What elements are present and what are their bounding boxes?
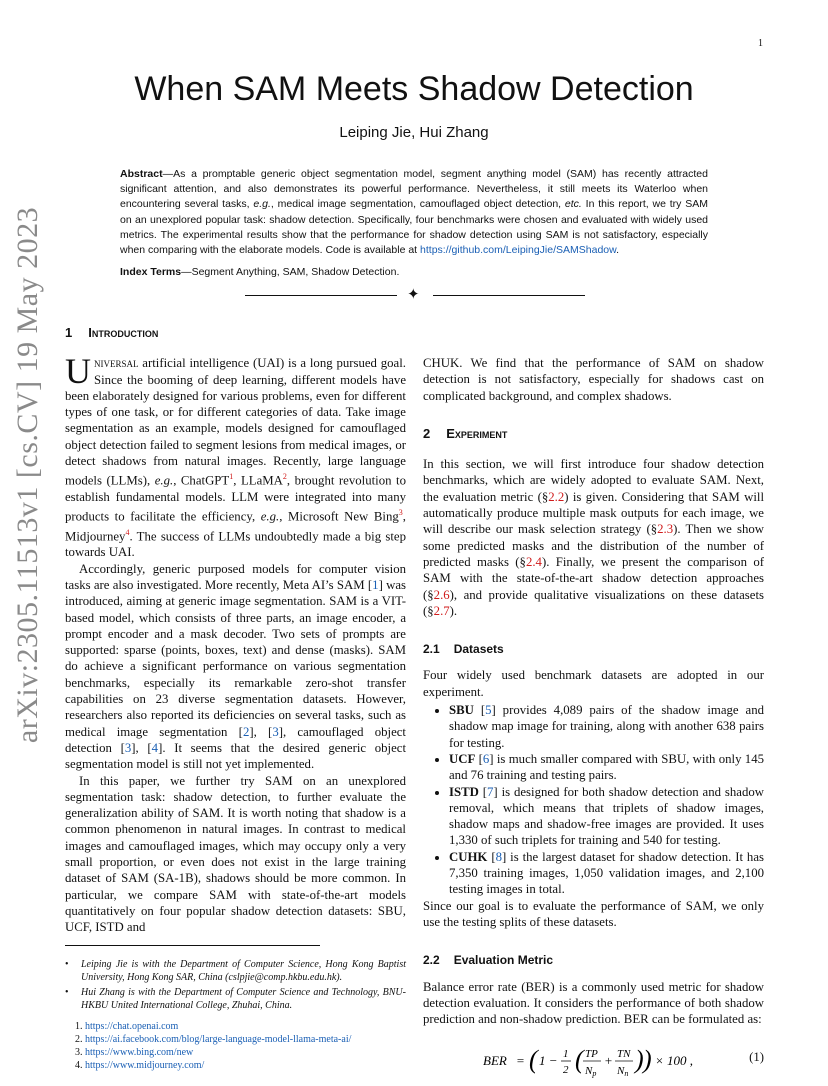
- abstract-text: In this report, we try SAM on an unexplored popular task: shadow detection. Specifically, four benchmarks were chosen and evaluated with widely used metrics. The experimental results show that the performance for shadow detection using SAM is not satisfactory, especially when comparing with the elaborate models. Code is available at: [120, 198, 708, 257]
- citation-link[interactable]: 6: [482, 751, 490, 766]
- svg-text:Np: Np: [585, 1065, 597, 1079]
- section-link[interactable]: 2.7: [433, 603, 450, 618]
- abstract-text: , medical image segmentation, camouflaged object detection,: [270, 198, 565, 211]
- body-text: , brought revolution to establish fundamental models. LLM were integrated into many products to facilitate the efficiency,: [65, 473, 406, 524]
- citation-link[interactable]: 7: [487, 784, 494, 799]
- url-footnote: [85, 1020, 406, 1033]
- bullet: •: [65, 959, 69, 971]
- equation-body: [483, 1043, 713, 1085]
- author-note: [65, 958, 406, 984]
- dataset-desc: is much smaller compared with SBU, with only 145 and 76 training and testing pairs.: [449, 751, 764, 783]
- dataset-desc: provides 4,089 pairs of the shadow image and shadow map image for training, along with another 638 pairs for testing.: [449, 703, 764, 750]
- url-footnotes: [65, 1020, 406, 1072]
- section-divider: [245, 288, 585, 302]
- svg-text:Nn: Nn: [617, 1065, 629, 1079]
- body-text: , LLaMA: [233, 473, 283, 488]
- divider-line-right: [433, 295, 585, 296]
- drop-cap: U: [65, 351, 91, 392]
- citation-link[interactable]: 1: [372, 577, 379, 592]
- divider-diamond-icon: ✦: [407, 287, 420, 303]
- svg-text:TN: TN: [617, 1048, 631, 1061]
- body-text: , Midjourney: [65, 509, 406, 544]
- body-text: ], camouflaged object detection [: [65, 724, 406, 755]
- dataset-name: ISTD: [449, 784, 479, 799]
- subsection-heading-datasets: [423, 641, 764, 657]
- body-text: , Microsoft New Bing: [279, 509, 399, 524]
- svg-text:): ): [643, 1045, 652, 1075]
- author-note: [65, 986, 406, 1012]
- citation-link[interactable]: 3: [272, 724, 279, 739]
- citation-link[interactable]: 3: [124, 740, 132, 755]
- body-text: artificial intelligence (UAI) is a long pursued goal. Since the booming of deep learning, different models have been elaborately designed for various problems, even for different types of one task, or for different categories of data. Take image segmentation as an example, models designed for camouflaged object detection failed to segment lesions from medical images, or detect shadows from natural images. Recently, large language models (LLMs),: [65, 356, 406, 488]
- svg-text:+: +: [604, 1053, 613, 1069]
- author-note-text: Hui Zhang is with the Department of Computer Science and Technology, BNU-HKBU United International College, Zhuhai, China.: [81, 987, 406, 1012]
- bullet: •: [65, 987, 69, 999]
- footnote-mark[interactable]: 3: [398, 508, 403, 518]
- body-text: ] was introduced, aiming at generic image segmentation. SAM is a VIT-based model, which consists of three parts, an image encoder, a prompt encoder and a mask decoder. Two sets of prompts are supported: sparse (points, boxes, text) and dense (masks). SAM do achieve a significant performance on various segmentation benchmarks, especially its remarkable zero-shot transfer capabilities on 23 diverse segmentation datasets. However, researchers also reported its deficiencies on several tasks, such as medical image segmentation [: [65, 577, 406, 739]
- svg-text:2: 2: [563, 1064, 569, 1077]
- body-text: ], [: [131, 740, 152, 755]
- footnote-mark[interactable]: 4: [125, 527, 130, 537]
- subsection-number: 2.2: [423, 953, 440, 968]
- subsection-title: Datasets: [453, 642, 504, 657]
- svg-text:TP: TP: [585, 1048, 598, 1061]
- list-item-istd: • ISTD [7] is designed for both shadow detection and shadow removal, which means that triplets of shadow images, shadow maps and shadow-free images are provided. It uses 1,330 of such triplets for training and 540 for testing.: [449, 784, 764, 849]
- index-terms: [120, 266, 708, 278]
- body-text: , ChatGPT: [173, 473, 230, 488]
- section-link[interactable]: 2.2: [548, 489, 565, 504]
- citation-link[interactable]: 4: [151, 740, 159, 755]
- url-footnote: [85, 1046, 406, 1059]
- italic-eg: e.g.: [260, 509, 280, 524]
- dataset-name: UCF: [449, 751, 476, 766]
- body-text: ).: [449, 603, 458, 618]
- abstract: [120, 167, 708, 258]
- citation-link[interactable]: 2: [242, 724, 250, 739]
- paper-authors: Leiping Jie, Hui Zhang: [339, 124, 489, 141]
- body-text: Accordingly, generic purposed models for computer vision tasks are also investigated. More recently, Meta AI’s SAM [: [65, 561, 406, 592]
- index-terms-label: Index Terms: [120, 266, 182, 278]
- small-caps-word: niversal: [94, 356, 139, 371]
- section-link[interactable]: 2.3: [657, 522, 674, 537]
- url-footnote: [85, 1059, 406, 1072]
- footnote-mark[interactable]: 1: [229, 472, 234, 482]
- url-link[interactable]: https://www.midjourney.com/: [85, 1060, 205, 1072]
- datasets-intro: Four widely used benchmark datasets are adopted in our experiment.: [423, 668, 764, 699]
- svg-text:BER: BER: [483, 1053, 507, 1069]
- dataset-desc: is designed for both shadow detection and shadow removal, which means that triplets of shadow images, shadow maps and shadow-free images are provided. It uses 1,330 of such triplets for training and 540 for testing.: [449, 784, 764, 848]
- url-link[interactable]: https://ai.facebook.com/blog/large-language-model-llama-meta-ai/: [85, 1034, 352, 1046]
- body-text: In this section, we will first introduce four shadow detection benchmarks, which are widely adopted to evaluate SAM. Next, the evaluation metric (§: [423, 457, 764, 504]
- list-item-sbu: • SBU [5] provides 4,089 pairs of the shadow image and shadow map image for training, along with another 638 pairs for testing.: [449, 702, 764, 751]
- divider-line-left: [245, 295, 397, 296]
- intro-paragraph-1: [65, 351, 406, 560]
- section-heading-introduction: [65, 325, 406, 341]
- body-text: ). Finally, we present the comparison of SAM with the state-of-the-art shadow detection approaches (§: [423, 554, 764, 602]
- section-heading-experiment: [423, 426, 764, 442]
- arxiv-identifier: arXiv:2305.11513v1 [cs.CV] 19 May 2023: [11, 206, 44, 744]
- abstract-eg: e.g.: [253, 198, 271, 211]
- dataset-name: CUHK: [449, 849, 488, 864]
- section-title: Introduction: [88, 325, 159, 340]
- svg-text:(: (: [529, 1045, 538, 1075]
- section-number: 2: [423, 425, 431, 441]
- abstract-text: .: [616, 244, 620, 257]
- body-text: ). Then we show some predicted masks and the distribution of the number of predicted masks (§: [423, 522, 764, 569]
- url-footnote: [85, 1033, 406, 1046]
- svg-text:=: =: [516, 1053, 525, 1069]
- datasets-outro: Since our goal is to evaluate the performance of SAM, we only use the testing splits of these datasets.: [423, 898, 764, 929]
- body-text: ), and provide qualitative visualizations on these datasets (§: [423, 587, 764, 618]
- intro-paragraph-3: In this paper, we further try SAM on an unexplored segmentation task: shadow detection, to further evaluate the generalization ability of SAM. It is worth noting that shadow is a common phenomenon in natural images. In contrast to medical images and camouflaged images, which may occupy only a very small proportion, or even does not exist in the large training dataset of SAM (SA-1B), shadows should be more common. In particular, we compare SAM with state-of-the-art models quantitatively on four popular shadow detection datasets: SBU, UCF, ISTD and: [65, 773, 406, 935]
- paper-title: When SAM Meets Shadow Detection: [134, 70, 694, 108]
- body-text: . The success of LLMs undoubtedly made a big step towards UAI.: [65, 529, 406, 560]
- page-number: 1: [758, 38, 763, 49]
- subsection-heading-metric: [423, 952, 764, 968]
- equation-tail: × 100 ,: [655, 1053, 694, 1069]
- abstract-label: Abstract: [120, 168, 163, 180]
- citation-link[interactable]: 5: [485, 703, 492, 718]
- section-link[interactable]: 2.6: [433, 587, 450, 602]
- url-link[interactable]: https://www.bing.com/new: [85, 1047, 194, 1059]
- index-terms-text: —Segment Anything, SAM, Shadow Detection.: [181, 266, 400, 278]
- footnote-mark[interactable]: 2: [282, 472, 287, 482]
- dataset-desc: is the largest dataset for shadow detection. It has 7,350 training images, 1,050 validation images, and 2,100 testing images in total.: [449, 849, 764, 897]
- citation-link[interactable]: 8: [495, 849, 502, 864]
- footnote-rule: [65, 945, 320, 946]
- italic-eg: e.g.: [154, 473, 174, 488]
- abstract-etc: etc.: [564, 198, 582, 211]
- list-item-ucf: • UCF [6] is much smaller compared with SBU, with only 145 and 76 training and testing pairs.: [449, 751, 764, 784]
- svg-text:1: 1: [563, 1048, 569, 1061]
- list-item-cuhk: • CUHK [8] is the largest dataset for shadow detection. It has 7,350 training images, 1,050 validation images, and 2,100 testing images in total.: [449, 849, 764, 898]
- ber-formula: [483, 1043, 713, 1081]
- section-title: Experiment: [446, 425, 508, 441]
- dataset-list: [423, 702, 764, 898]
- code-link[interactable]: https://github.com/LeipingJie/SAMShadow: [420, 244, 617, 257]
- svg-text:(: (: [575, 1045, 584, 1075]
- subsection-title: Evaluation Metric: [453, 953, 554, 968]
- section-link[interactable]: 2.4: [525, 554, 542, 569]
- subsection-number: 2.1: [423, 642, 440, 657]
- abstract-text: —As a promptable generic object segmentation model, segment anything model (SAM) has recently attracted significant attention, and also demonstrates its powerful performance. Nevertheless, it still meets its Waterloo when encountering several tasks,: [120, 168, 708, 211]
- equation-number: (1): [749, 1050, 764, 1065]
- section-number: 1: [65, 325, 73, 340]
- dataset-name: SBU: [449, 703, 474, 718]
- intro-paragraph-2: [65, 561, 406, 773]
- body-text: ], [: [249, 724, 273, 739]
- right-column: [423, 355, 764, 1079]
- author-footnotes: [65, 958, 406, 1012]
- svg-text:): ): [635, 1045, 644, 1075]
- intro-paragraph-3-continued: CHUK. We find that the performance of SAM on shadow detection is not satisfactory, especially for shadows cast on complicated background, and complex shadows.: [423, 356, 764, 403]
- metric-paragraph: Balance error rate (BER) is a commonly used metric for shadow detection evaluation. It considers the performance of both shadow prediction and non-shadow prediction. BER can be formulated as:: [423, 979, 764, 1027]
- svg-text:1 −: 1 −: [539, 1053, 558, 1069]
- left-column: [65, 325, 406, 1072]
- body-text: ]. It seems that the desired generic object segmentation model is still not yet implemented.: [65, 740, 406, 772]
- author-note-text: Leiping Jie is with the Department of Computer Science, Hong Kong Baptist University, Hong Kong SAR, China (cslpjie@comp.hkbu.edu.hk).: [81, 959, 406, 984]
- ber-equation: [423, 1039, 764, 1079]
- experiment-paragraph: [423, 456, 764, 619]
- url-link[interactable]: https://chat.openai.com: [85, 1021, 179, 1033]
- body-text: ) is given. Considering that SAM will automatically produce multiple mask outputs for each image, we will describe our mask selection strategy (§: [423, 489, 764, 537]
